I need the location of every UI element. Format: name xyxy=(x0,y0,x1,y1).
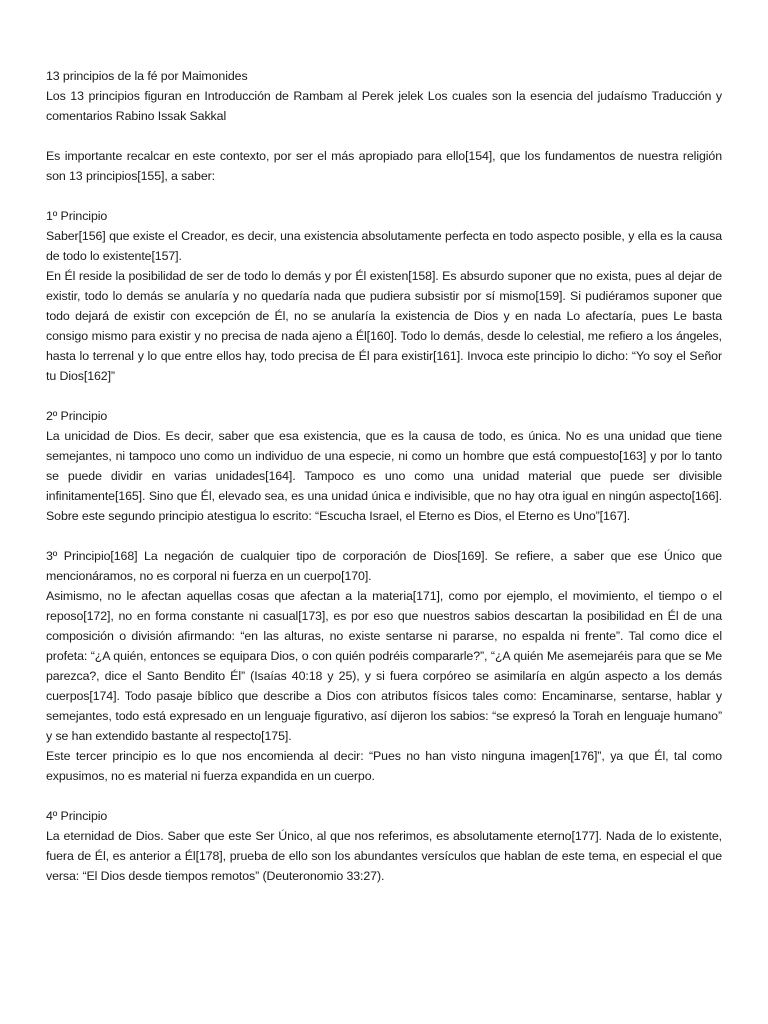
spacer xyxy=(46,526,722,546)
principle-3-section xyxy=(46,546,722,786)
principle-1-paragraph: Saber[156] que existe el Creador, es decir, una existencia absolutamente perfecta en todo aspecto posible, y ella es la causa de todo lo existente[157]. xyxy=(46,229,722,263)
document-title: 13 principios de la fé por Maimonides xyxy=(46,69,248,83)
principle-3-paragraph: 3º Principio[168] La negación de cualquier tipo de corporación de Dios[169]. Se refiere, a saber que ese Único que mencionáramos, no es corporal ni fuerza en un cuerpo[170]. xyxy=(46,549,722,583)
principle-1-section xyxy=(46,206,722,386)
principle-2-section xyxy=(46,406,722,526)
principle-1-paragraph: En Él reside la posibilidad de ser de todo lo demás y por Él existen[158]. Es absurdo suponer que no exista, pues al dejar de existir, todo lo demás se anularía y no quedaría nada que pudiera subsistir por sí mismo[159]. Si pudiéramos suponer que todo dejará de existir con excepción de Él, no se anularía la existencia de Dios y en nada Lo afectaría, pues Le basta consigo mismo para existir y no precisa de nada ajeno a Él[160]. Todo lo demás, desde lo celestial, me refiero a los ángeles, hasta lo terrenal y lo que entre ellos hay, todo precisa de Él para existir[161]. Invoca este principio lo dicho: “Yo soy el Señor tu Dios[162]” xyxy=(46,269,722,383)
spacer xyxy=(46,126,722,146)
principle-3-paragraph: Asimismo, no le afectan aquellas cosas que afectan a la materia[171], como por ejemplo, el movimiento, el tiempo o el reposo[172], no en forma constante ni casual[173], es por eso que nuestros sabios descartan la posibilidad en Él de una composición o división afirmando: “en las alturas, no existe sentarse ni pararse, no espalda ni frente”. Tal como dice el profeta: “¿A quién, entonces se equipara Dios, o con quién podréis compararle?”, “¿A quién Me asemejaréis para que se Me parezca?, dice el Santo Bendito Él” (Isaías 40:18 y 25), y si fuera corpóreo se asimilaría en algún aspecto a los demás cuerpos[174]. Todo pasaje bíblico que describe a Dios con atributos físicos tales como: Encaminarse, sentarse, hablar y semejantes, todo está expresado en un lenguaje figurativo, así dijeron los sabios: “se expresó la Torah en lenguaje humano” y se han extendido bastante al respecto[175]. xyxy=(46,589,722,743)
spacer xyxy=(46,186,722,206)
principle-4-section xyxy=(46,806,722,886)
principle-4-heading: 4º Principio xyxy=(46,809,108,823)
document-intro: Los 13 principios figuran en Introducción de Rambam al Perek jelek Los cuales son la esencia del judaísmo Traducción y comentarios Rabino Issak Sakkal xyxy=(46,89,722,123)
spacer xyxy=(46,786,722,806)
principle-4-paragraph: La eternidad de Dios. Saber que este Ser Único, al que nos referimos, es absolutamente eterno[177]. Nada de lo existente, fuera de Él, es anterior a Él[178], prueba de ello son los abundantes versículos que hablan de este tema, en especial el que versa: “El Dios desde tiempos remotos” (Deuteronomio 33:27). xyxy=(46,829,722,883)
spacer xyxy=(46,386,722,406)
principle-2-heading: 2º Principio xyxy=(46,409,108,423)
principle-3-paragraph: Este tercer principio es lo que nos encomienda al decir: “Pues no han visto ninguna imagen[176]”, ya que Él, tal como expusimos, no es material ni fuerza expandida en un cuerpo. xyxy=(46,749,722,783)
principle-1-heading: 1º Principio xyxy=(46,209,108,223)
preface-paragraph: Es importante recalcar en este contexto, por ser el más apropiado para ello[154], que los fundamentos de nuestra religión son 13 principios[155], a saber: xyxy=(46,149,722,183)
principle-2-paragraph: La unicidad de Dios. Es decir, saber que esa existencia, que es la causa de todo, es única. No es una unidad que tiene semejantes, ni tampoco uno como un individuo de una especie, ni como un hombre que está compuesto[163] y por lo tanto se puede dividir en varias unidades[164]. Tampoco es uno como una unidad material que puede ser divisible infinitamente[165]. Sino que Él, elevado sea, es una unidad única e indivisible, que no hay otra igual en ningún aspecto[166]. Sobre este segundo principio atestigua lo escrito: “Escucha Israel, el Eterno es Dios, el Eterno es Uno”[167]. xyxy=(46,429,722,523)
